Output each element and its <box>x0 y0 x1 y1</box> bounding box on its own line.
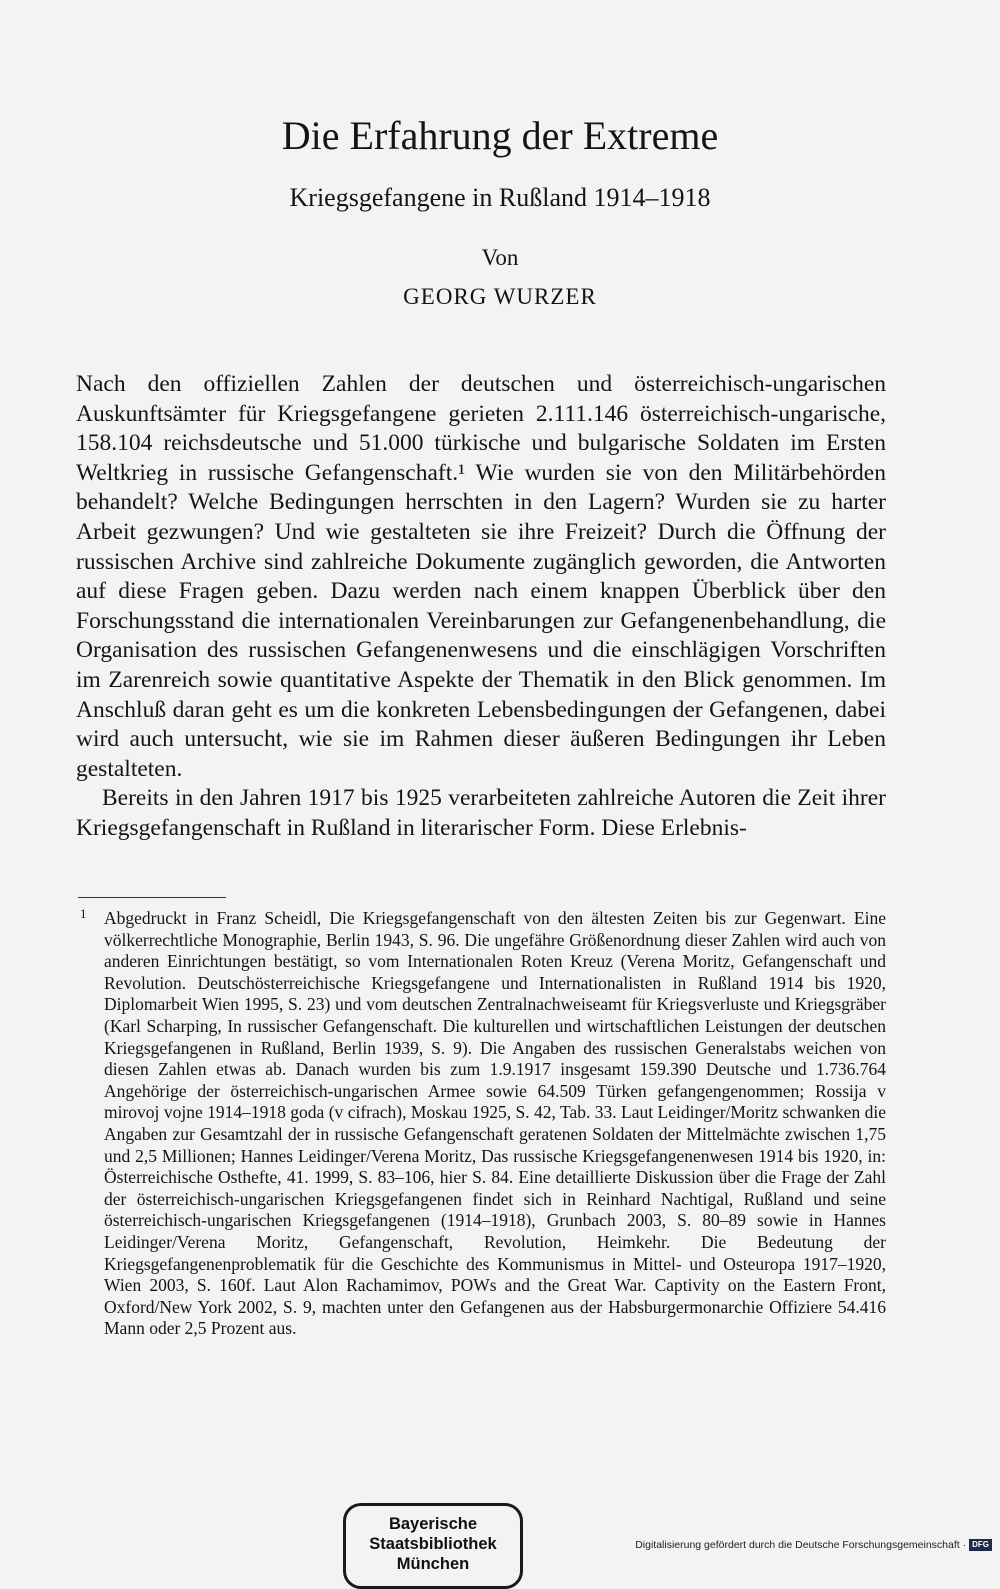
stamp-line: Staatsbibliothek <box>369 1535 497 1553</box>
by-label: Von <box>481 245 519 270</box>
article-subtitle: Kriegsgefangene in Rußland 1914–1918 <box>289 183 711 212</box>
article-title: Die Erfahrung der Extreme <box>281 113 719 158</box>
stamp-line: München <box>396 1555 470 1573</box>
footnote-separator <box>78 897 226 898</box>
dfg-logo-icon: DFG <box>969 1539 992 1551</box>
author-name: GEORG WURZER <box>403 284 597 309</box>
body-text <box>76 370 886 844</box>
stamp-line: Bayerische <box>388 1515 478 1533</box>
library-stamp <box>343 1503 523 1589</box>
digitization-text: Digitalisierung gefördert durch die Deutsche Forschungsgemeinschaft · <box>635 1539 967 1551</box>
paragraph: Nach den offiziellen Zahlen der deutschen und österreichisch-ungarischen Auskunftsämter für Kriegsgefangene gerieten 2.111.146 österreichisch-ungarische, 158.104 reichsdeutsche und 51.000 türkische und bulgarische Soldaten im Ersten Weltkrieg in russische Gefangenschaft.¹ Wie wurden sie von den Militärbehörden behandelt? Welche Bedingungen herrschten in den Lagern? Wurden sie zu harter Arbeit gezwungen? Und wie gestalteten sie ihre Freizeit? Durch die Öffnung der russischen Archive sind zahlreiche Dokumente zugänglich geworden, die Antworten auf diese Fragen geben. Dazu werden nach einem knappen Überblick über den Forschungsstand die internationalen Vereinbarungen zur Gefangenenbehandlung, die Organisation des russischen Gefangenenwesens und die einschlägigen Vorschriften im Zarenreich sowie quantitative Aspekte der Thematik in den Blick genommen. Im Anschluß daran geht es um die konkreten Lebensbedingungen der Gefangenen, dabei wird auch untersucht, wie sie im Rahmen dieser äußeren Bedingungen ihr Leben gestalteten. <box>76 371 886 782</box>
footnote-text: Abgedruckt in Franz Scheidl, Die Kriegsgefangenschaft von den ältesten Zeiten bis zur Gegenwart. Eine völkerrechtliche Monographie, Berlin 1943, S. 96. Die ungefähre Größenordnung dieser Zahlen wird auch von anderen Einrichtungen bestätigt, so vom Internationalen Roten Kreuz (Verena Moritz, Gefangenschaft und Revolution. Deutschösterreichische Kriegsgefangene und Internationalisten in Rußland 1914 bis 1920, Diplomarbeit Wien 1995, S. 23) und vom deutschen Zentralnachweiseamt für Kriegsverluste und Kriegsgräber (Karl Scharping, In russischer Gefangenschaft. Die kulturellen und wirtschaftlichen Leistungen der deutschen Kriegsgefangenen in Rußland, Berlin 1939, S. 9). Die Angaben des russischen Generalstabs weichen von diesen Zahlen etwas ab. Danach wurden bis zum 1.9.1917 insgesamt 159.390 Deutsche und 1.736.764 Angehörige der österreichisch-ungarischen Armee sowie 64.509 Türken gefangengenommen; Rossija v mirovoj vojne 1914–1918 goda (v cifrach), Moskau 1925, S. 42, Tab. 33. Laut Leidinger/Moritz schwanken die Angaben zur Gesamtzahl der in russische Gefangenschaft geratenen Soldaten der Mittelmächte zwischen 1,75 und 2,5 Millionen; Hannes Leidinger/Verena Moritz, Das russische Kriegsgefangenenwesen 1914 bis 1920, in: Österreichische Osthefte, 41. 1999, S. 83–106, hier S. 84. Eine detaillierte Diskussion über die Frage der Zahl der österreichisch-ungarischen Kriegsgefangenen findet sich in Reinhard Nachtigal, Rußland und seine österreichisch-ungarischen Kriegsgefangenen (1914–1918), Grunbach 2003, S. 80–89 sowie in Hannes Leidinger/Verena Moritz, Gefangenschaft, Revolution, Heimkehr. Die Bedeutung der Kriegsgefangenenproblematik für die Geschichte des Kommunismus in Mittel- und Osteuropa 1917–1920, Wien 2003, S. 160f. Laut Alon Rachamimov, POWs and the Great War. Captivity on the Eastern Front, Oxford/New York 2002, S. 9, machten unter den Gefangenen aus der Habsburgermonarchie Offiziere 54.416 Mann oder 2,5 Prozent aus. <box>104 908 886 1339</box>
footnote <box>104 908 886 1340</box>
digitization-notice <box>600 1538 992 1552</box>
footnote-mark: 1 <box>80 906 87 921</box>
paragraph: Bereits in den Jahren 1917 bis 1925 verarbeiteten zahlreiche Autoren die Zeit ihrer Kriegsgefangenschaft in Rußland in literarischer Form. Diese Erlebnis- <box>76 785 886 841</box>
